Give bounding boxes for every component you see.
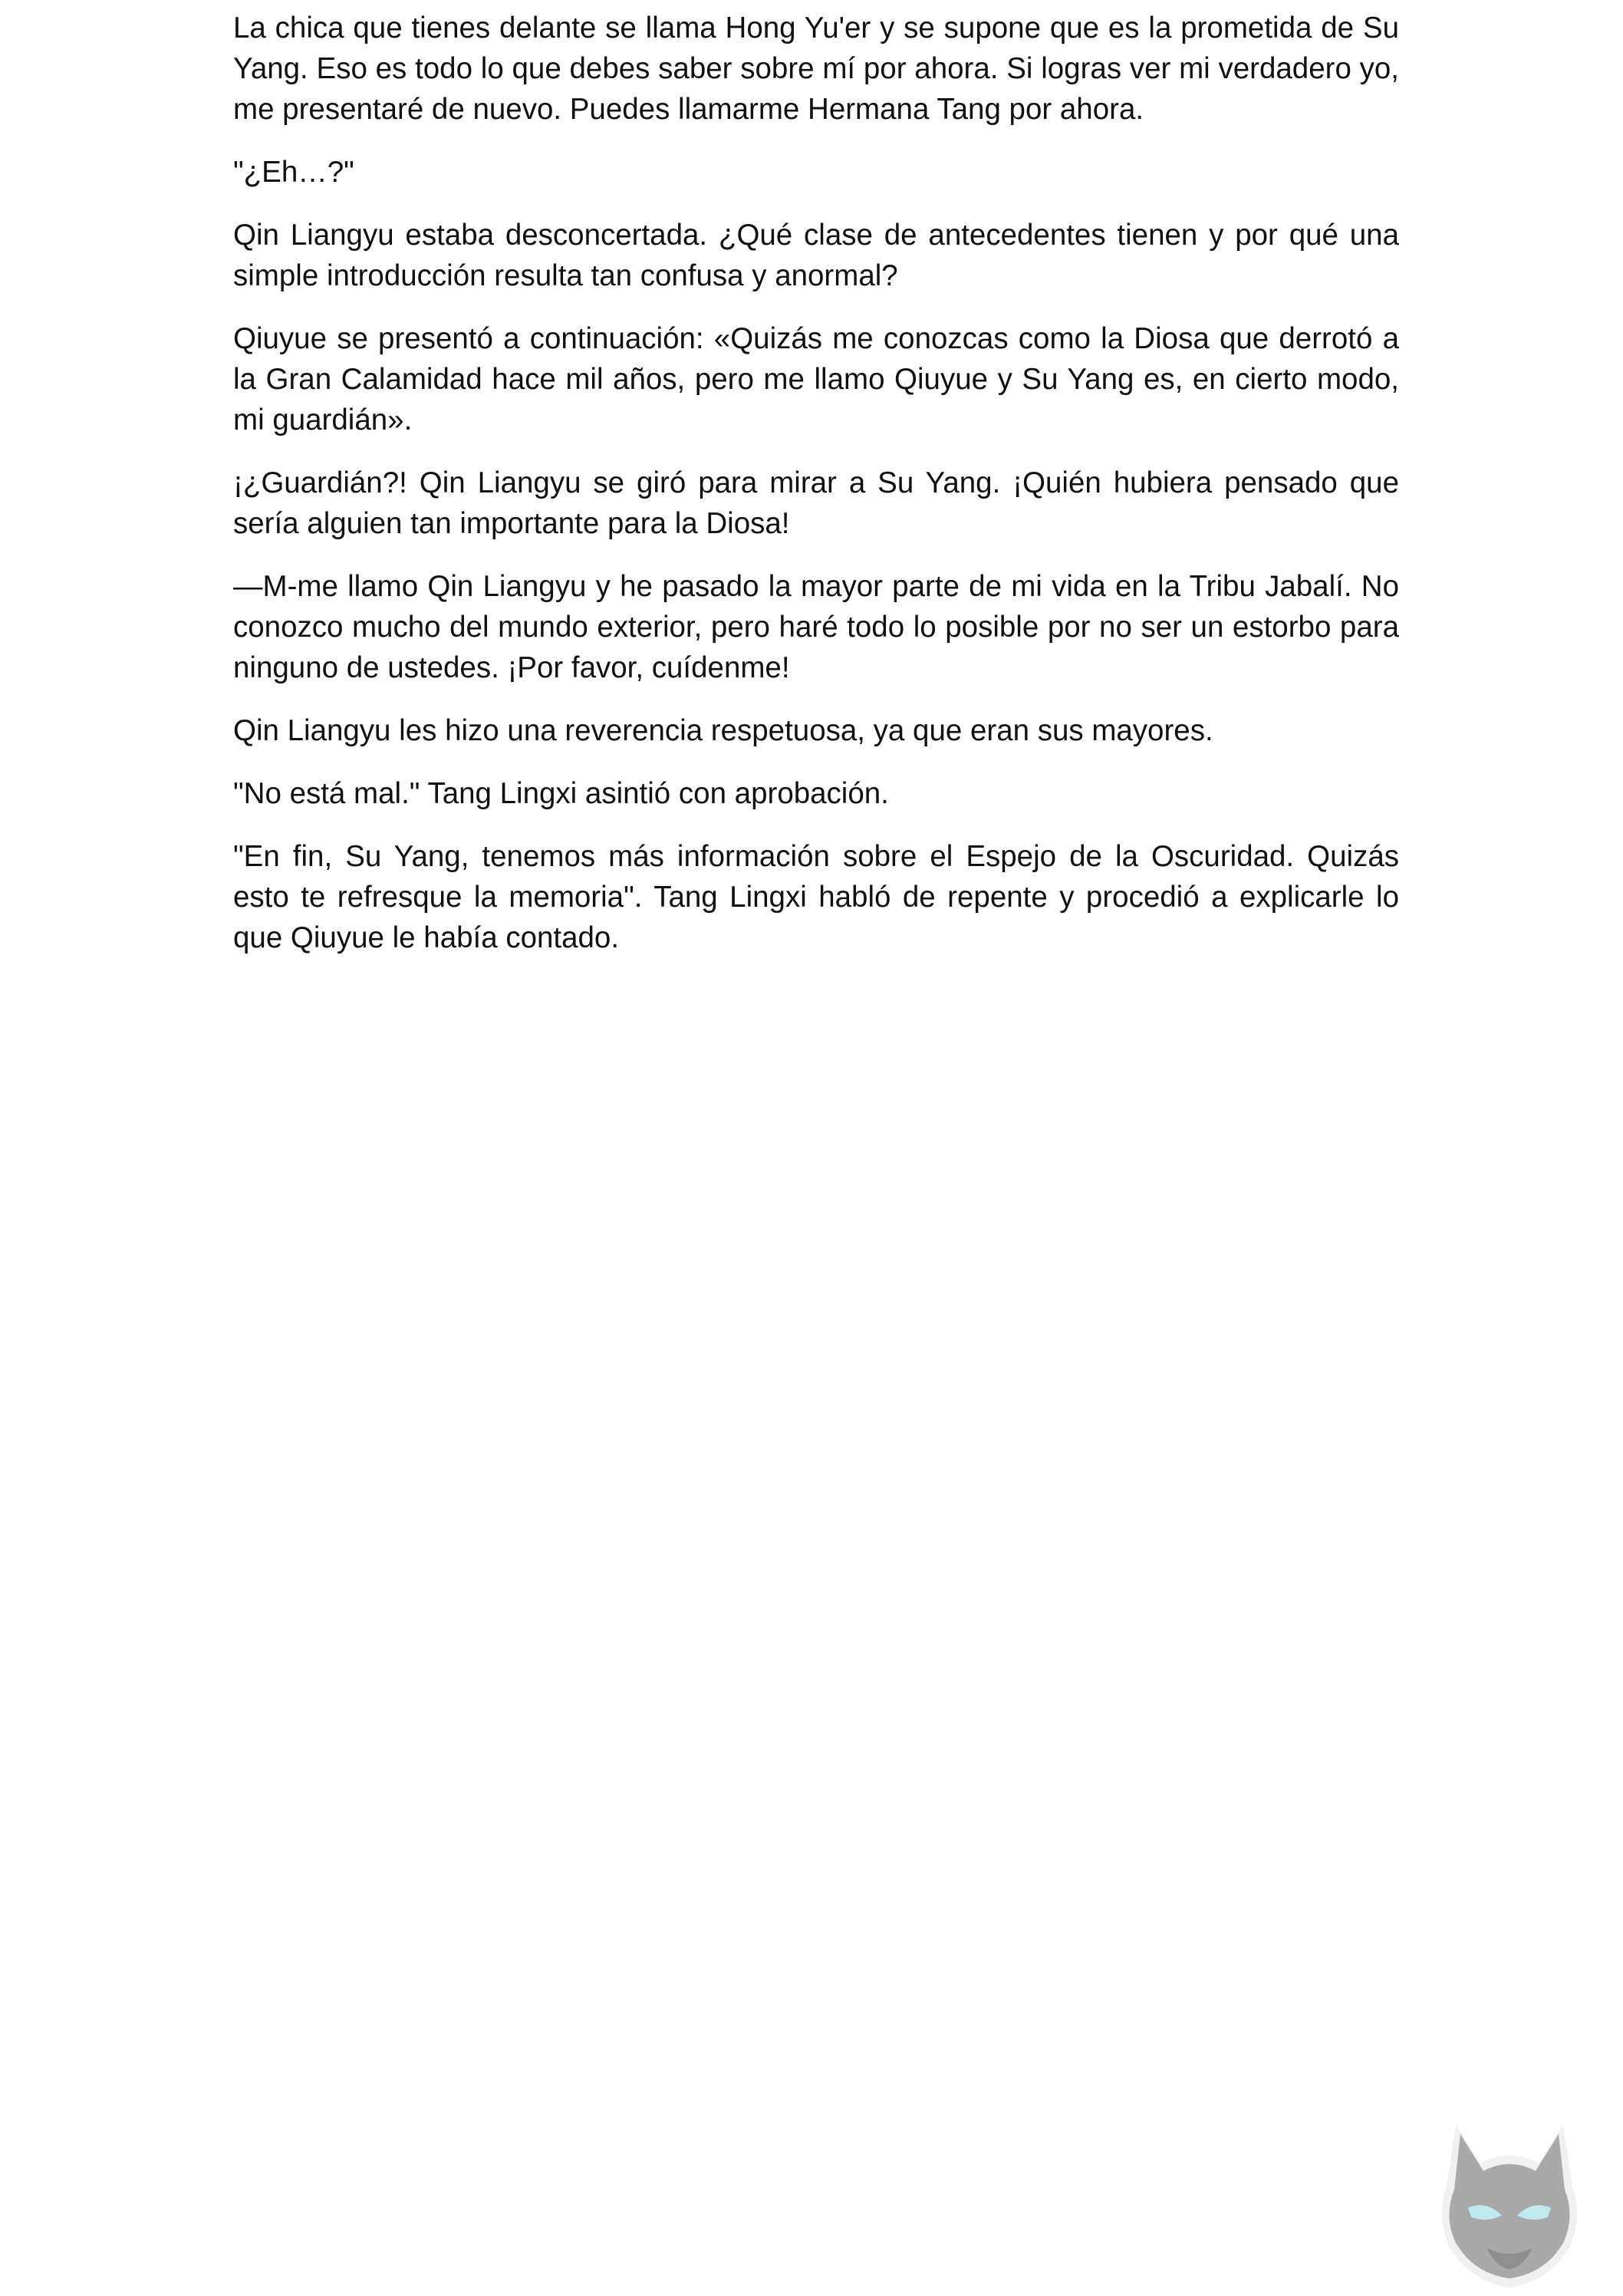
paragraph: —M-me llamo Qin Liangyu y he pasado la mayor parte de mi vida en la Tribu Jabalí. No conozco mucho del mundo exterior, pero haré todo lo posible por no ser un estorbo para ninguno de ustedes. ¡Por favor, cuídenme! [233, 570, 1399, 684]
document-body [233, 8, 1399, 980]
paragraph: ¡¿Guardián?! Qin Liangyu se giró para mirar a Su Yang. ¡Quién hubiera pensado que sería alguien tan importante para la Diosa! [233, 466, 1399, 540]
paragraph: Qin Liangyu estaba desconcertada. ¿Qué clase de antecedentes tienen y por qué una simple introducción resulta tan confusa y anormal? [233, 219, 1399, 292]
paragraph: La chica que tienes delante se llama Hong Yu'er y se supone que es la prometida de Su Yang. Eso es todo lo que debes saber sobre mí por ahora. Si logras ver mi verdadero yo, me presentaré de nuevo. Puedes llamarme Hermana Tang por ahora. [233, 12, 1399, 126]
paragraph: "No está mal." Tang Lingxi asintió con aprobación. [233, 777, 889, 810]
paragraph: Qin Liangyu les hizo una reverencia respetuosa, ya que eran sus mayores. [233, 714, 1213, 747]
paragraph: Qiuyue se presentó a continuación: «Quizás me conozcas como la Diosa que derrotó a la Gran Calamidad hace mil años, pero me llamo Qiuyue y Su Yang es, en cierto modo, mi guardián». [233, 322, 1399, 436]
paragraph: "En fin, Su Yang, tenemos más información sobre el Espejo de la Oscuridad. Quizás esto te refresque la memoria". Tang Lingxi habló de repente y procedió a explicarle lo que Qiuyue le había contado. [233, 840, 1399, 954]
demon-head-icon [1433, 2117, 1586, 2290]
paragraph: "¿Eh…?" [233, 156, 354, 189]
